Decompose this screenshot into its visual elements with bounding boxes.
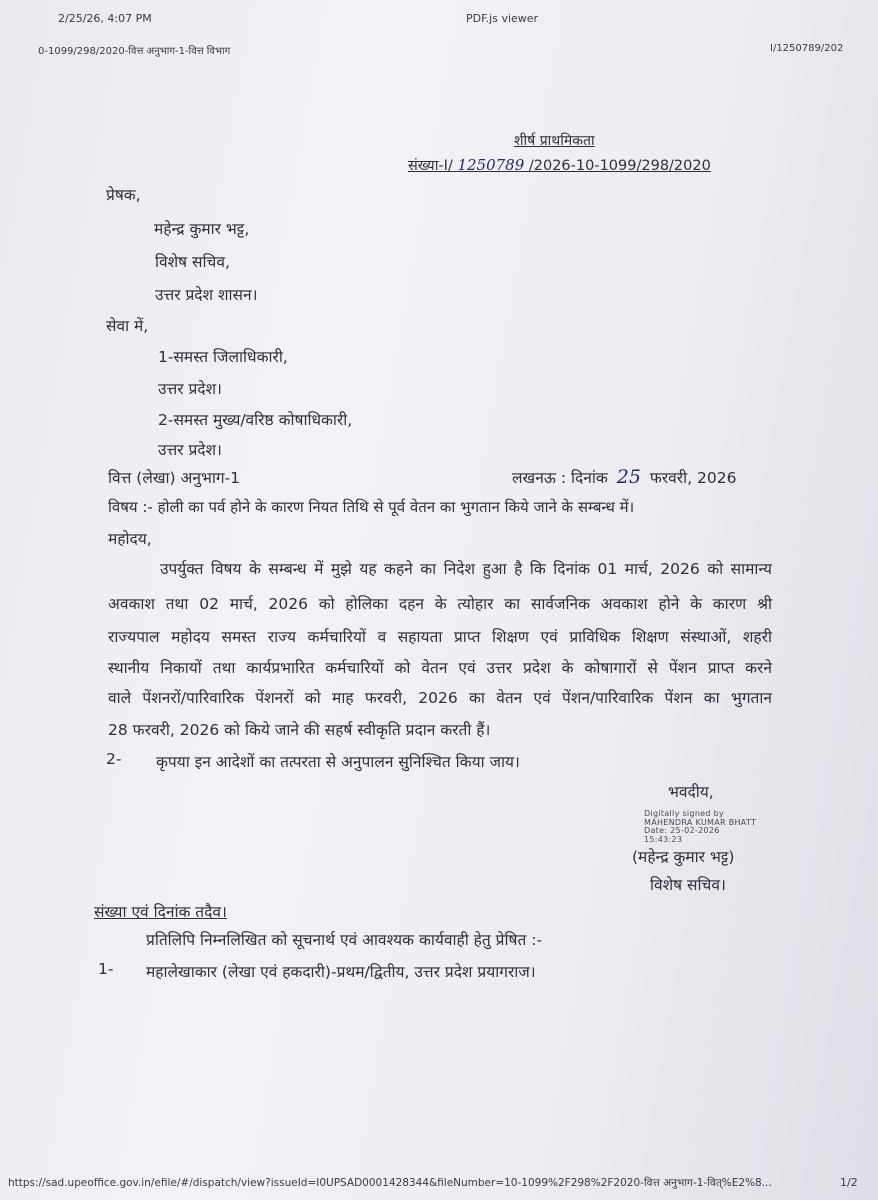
place-date-suffix: फरवरी, 2026 <box>649 469 737 487</box>
priority-label: शीर्ष प्राथमिकता <box>514 133 595 149</box>
letter-number-prefix: संख्या-I/ <box>408 158 453 174</box>
letter-number-suffix: /2026-10-1099/298/2020 <box>528 158 711 174</box>
para1-line-4: स्थानीय निकायों तथा कार्यप्रभारित कर्मचारियों को वेतन एवं उत्तर प्रदेश के कोषागारों से पेंशन प्राप्त करने <box>108 659 772 677</box>
recipient-1-state: उत्तर प्रदेश। <box>158 380 222 398</box>
signatory-name: (महेन्द्र कुमार भट्ट) <box>632 848 735 866</box>
place-date <box>512 466 736 488</box>
closing: भवदीय, <box>668 783 714 801</box>
para1-line-5: वाले पेंशनरों/पारिवारिक पेंशनरों को माह फरवरी, 2026 का वेतन एवं पेंशन/पारिवारिक पेंशन का भुगतान <box>108 689 772 707</box>
copy-item-text: महालेखाकार (लेखा एवं हकदारी)-प्रथम/द्वितीय, उत्तर प्रदेश प्रयागराज। <box>146 963 536 981</box>
para1-line-6: 28 फरवरी, 2026 को किये जाने की सहर्ष स्वीकृति प्रदान करती हैं। <box>108 721 491 739</box>
para2-text: कृपया इन आदेशों का तत्परता से अनुपालन सुनिश्चित किया जाय। <box>156 753 520 771</box>
date-handwritten: 25 <box>616 466 641 488</box>
salutation: महोदय, <box>108 530 152 548</box>
copy-item-number: 1- <box>98 960 114 978</box>
digital-signature-line: Date: 25-02-2026 <box>644 826 720 835</box>
viewer-title: PDF.js viewer <box>466 12 539 25</box>
recipient-2: 2-समस्त मुख्य/वरिष्ठ कोषाधिकारी, <box>158 411 353 429</box>
to-label: सेवा में, <box>106 317 149 335</box>
para1-line-2: अवकाश तथा 02 मार्च, 2026 को होलिका दहन के त्योहार का सार्वजनिक अवकाश होने के कारण श्री <box>108 595 772 613</box>
digital-signature-line: MAHENDRA KUMAR BHATT <box>644 817 757 827</box>
copy-intro: प्रतिलिपि निम्नलिखित को सूचनार्थ एवं आवश्यक कार्यवाही हेतु प्रेषित :- <box>146 931 543 949</box>
copy-heading: संख्या एवं दिनांक तदैव। <box>94 903 227 921</box>
page-indicator: 1/2 <box>840 1176 858 1189</box>
letter-number <box>408 155 711 175</box>
digital-signature-block <box>644 810 756 844</box>
file-reference: 0-1099/298/2020-वित्त अनुभाग-1-वित्त विभाग <box>38 46 231 57</box>
department: वित्त (लेखा) अनुभाग-1 <box>108 469 241 487</box>
print-url: https://sad.upeoffice.gov.in/efile/#/dispatch/view?issueId=I0UPSAD0001428344&fileNumber=10-1099%2F298%2F2020-वित्त अनुभाग-1-वित्%E2%8... <box>8 1177 772 1189</box>
print-datetime: 2/25/26, 4:07 PM <box>58 12 152 25</box>
recipient-2-state: उत्तर प्रदेश। <box>158 441 222 459</box>
subject: विषय :- होली का पर्व होने के कारण नियत तिथि से पूर्व वेतन का भुगतान किये जाने के सम्बन्ध में। <box>108 498 635 516</box>
sender-name: महेन्द्र कुमार भट्ट, <box>154 220 250 238</box>
para2-number: 2- <box>106 750 122 768</box>
para1-line-1: उपर्युक्त विषय के सम्बन्ध में मुझे यह कहने का निदेश हुआ है कि दिनांक 01 मार्च, 2026 को सामान्य <box>160 560 772 578</box>
digital-signature-line: Digitally signed by <box>644 809 725 818</box>
sender-designation: विशेष सचिव, <box>155 253 230 271</box>
reference-right: I/1250789/202 <box>770 43 844 54</box>
digital-signature-line: 15:43:23 <box>644 834 683 844</box>
signatory-designation: विशेष सचिव। <box>650 876 726 894</box>
recipient-1: 1-समस्त जिलाधिकारी, <box>158 348 288 366</box>
sender-office: उत्तर प्रदेश शासन। <box>155 286 258 304</box>
place-date-prefix: लखनऊ : दिनांक <box>512 469 608 487</box>
letter-number-handwritten: 1250789 <box>457 156 525 174</box>
para1-line-3: राज्यपाल महोदय समस्त राज्य कर्मचारियों व सहायता प्राप्त शिक्षण एवं प्राविधिक शिक्षण संस्थाओं, शहरी <box>108 628 772 646</box>
sender-label: प्रेषक, <box>106 186 141 204</box>
